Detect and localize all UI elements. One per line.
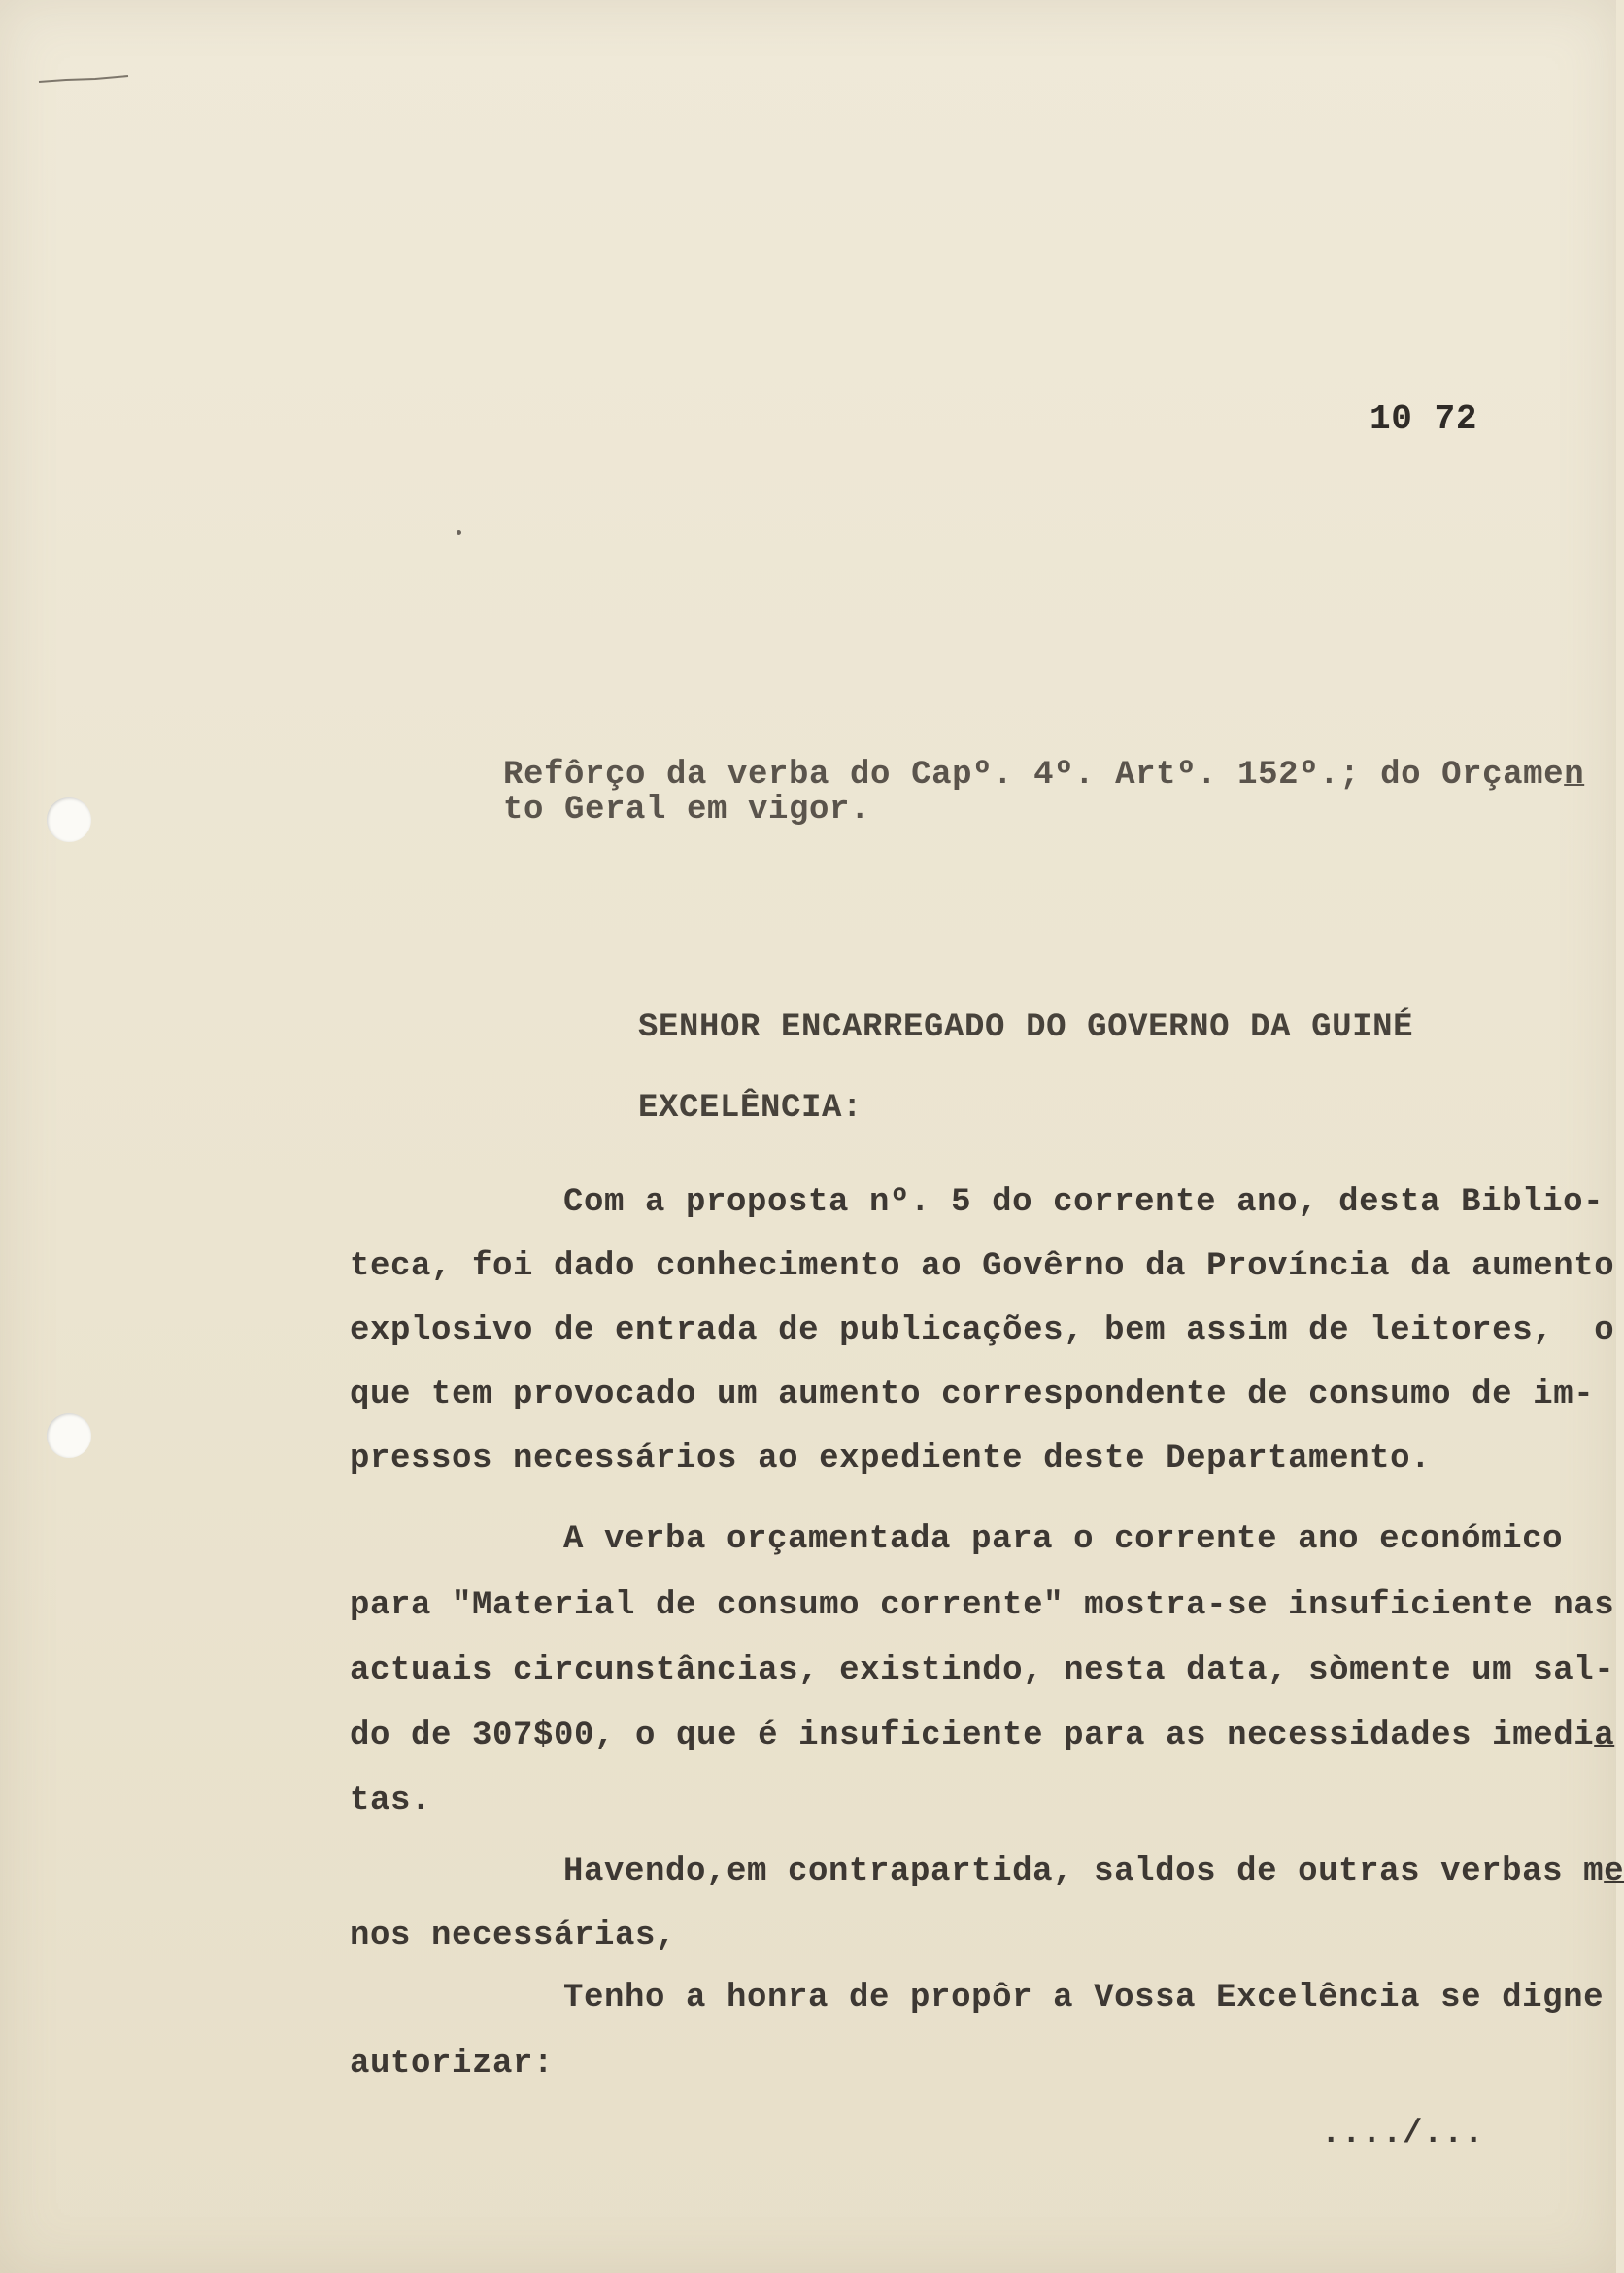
- paragraph2-line5: tas.: [350, 1782, 432, 1819]
- punch-hole-upper: [47, 797, 91, 842]
- subject-line-1-underlined: n: [1564, 757, 1585, 794]
- addressee-heading: SENHOR ENCARREGADO DO GOVERNO DA GUINÉ: [638, 1009, 1414, 1046]
- paragraph3-line1-text: Havendo,em contrapartida, saldos de outras verbas m: [563, 1853, 1605, 1890]
- subject-line-1: [503, 759, 1584, 792]
- paragraph4-line1: Tenho a honra de propôr a Vossa Excelência se digne: [563, 1980, 1605, 2017]
- paragraph1-line2: teca, foi dado conhecimento ao Govêrno da Província da aumento: [350, 1248, 1615, 1285]
- paragraph3-line1: [563, 1855, 1624, 1888]
- paragraph1-line1: Com a proposta nº. 5 do corrente ano, desta Biblio-: [563, 1184, 1605, 1221]
- paragraph2-line4-underlined: a: [1594, 1717, 1615, 1754]
- paragraph3-line2: nos necessárias,: [350, 1917, 677, 1954]
- subject-line-2: to Geral em vigor.: [503, 792, 871, 829]
- paragraph2-line4-text: do de 307$00, o que é insuficiente para as necessidades imedi: [350, 1717, 1595, 1754]
- paragraph2-line4: [350, 1719, 1614, 1752]
- paragraph1-line3: explosivo de entrada de publicações, bem assim de leitores, o: [350, 1312, 1615, 1349]
- paragraph2-line1: A verba orçamentada para o corrente ano económico: [563, 1521, 1564, 1558]
- paragraph2-line3: actuais circunstâncias, existindo, nesta data, sòmente um sal-: [350, 1652, 1615, 1689]
- continuation-mark: ..../...: [1321, 2116, 1485, 2153]
- salutation: EXCELÊNCIA:: [638, 1090, 863, 1127]
- ink-speck: [457, 530, 461, 535]
- subject-line-1-text: Refôrço da verba do Capº. 4º. Artº. 152º.; do Orçame: [503, 757, 1565, 794]
- paragraph2-line2: para "Material de consumo corrente" mostra-se insuficiente nas: [350, 1587, 1615, 1624]
- page-number: 10 72: [1370, 399, 1478, 439]
- punch-hole-lower: [47, 1413, 91, 1458]
- paragraph4-line2: autorizar:: [350, 2046, 555, 2083]
- staple-mark-icon: [37, 76, 130, 84]
- paragraph1-line4: que tem provocado um aumento correspondente de consumo de im-: [350, 1376, 1595, 1413]
- paragraph3-line1-underlined: e: [1604, 1853, 1624, 1890]
- paragraph1-line5: pressos necessários ao expediente deste Departamento.: [350, 1441, 1432, 1477]
